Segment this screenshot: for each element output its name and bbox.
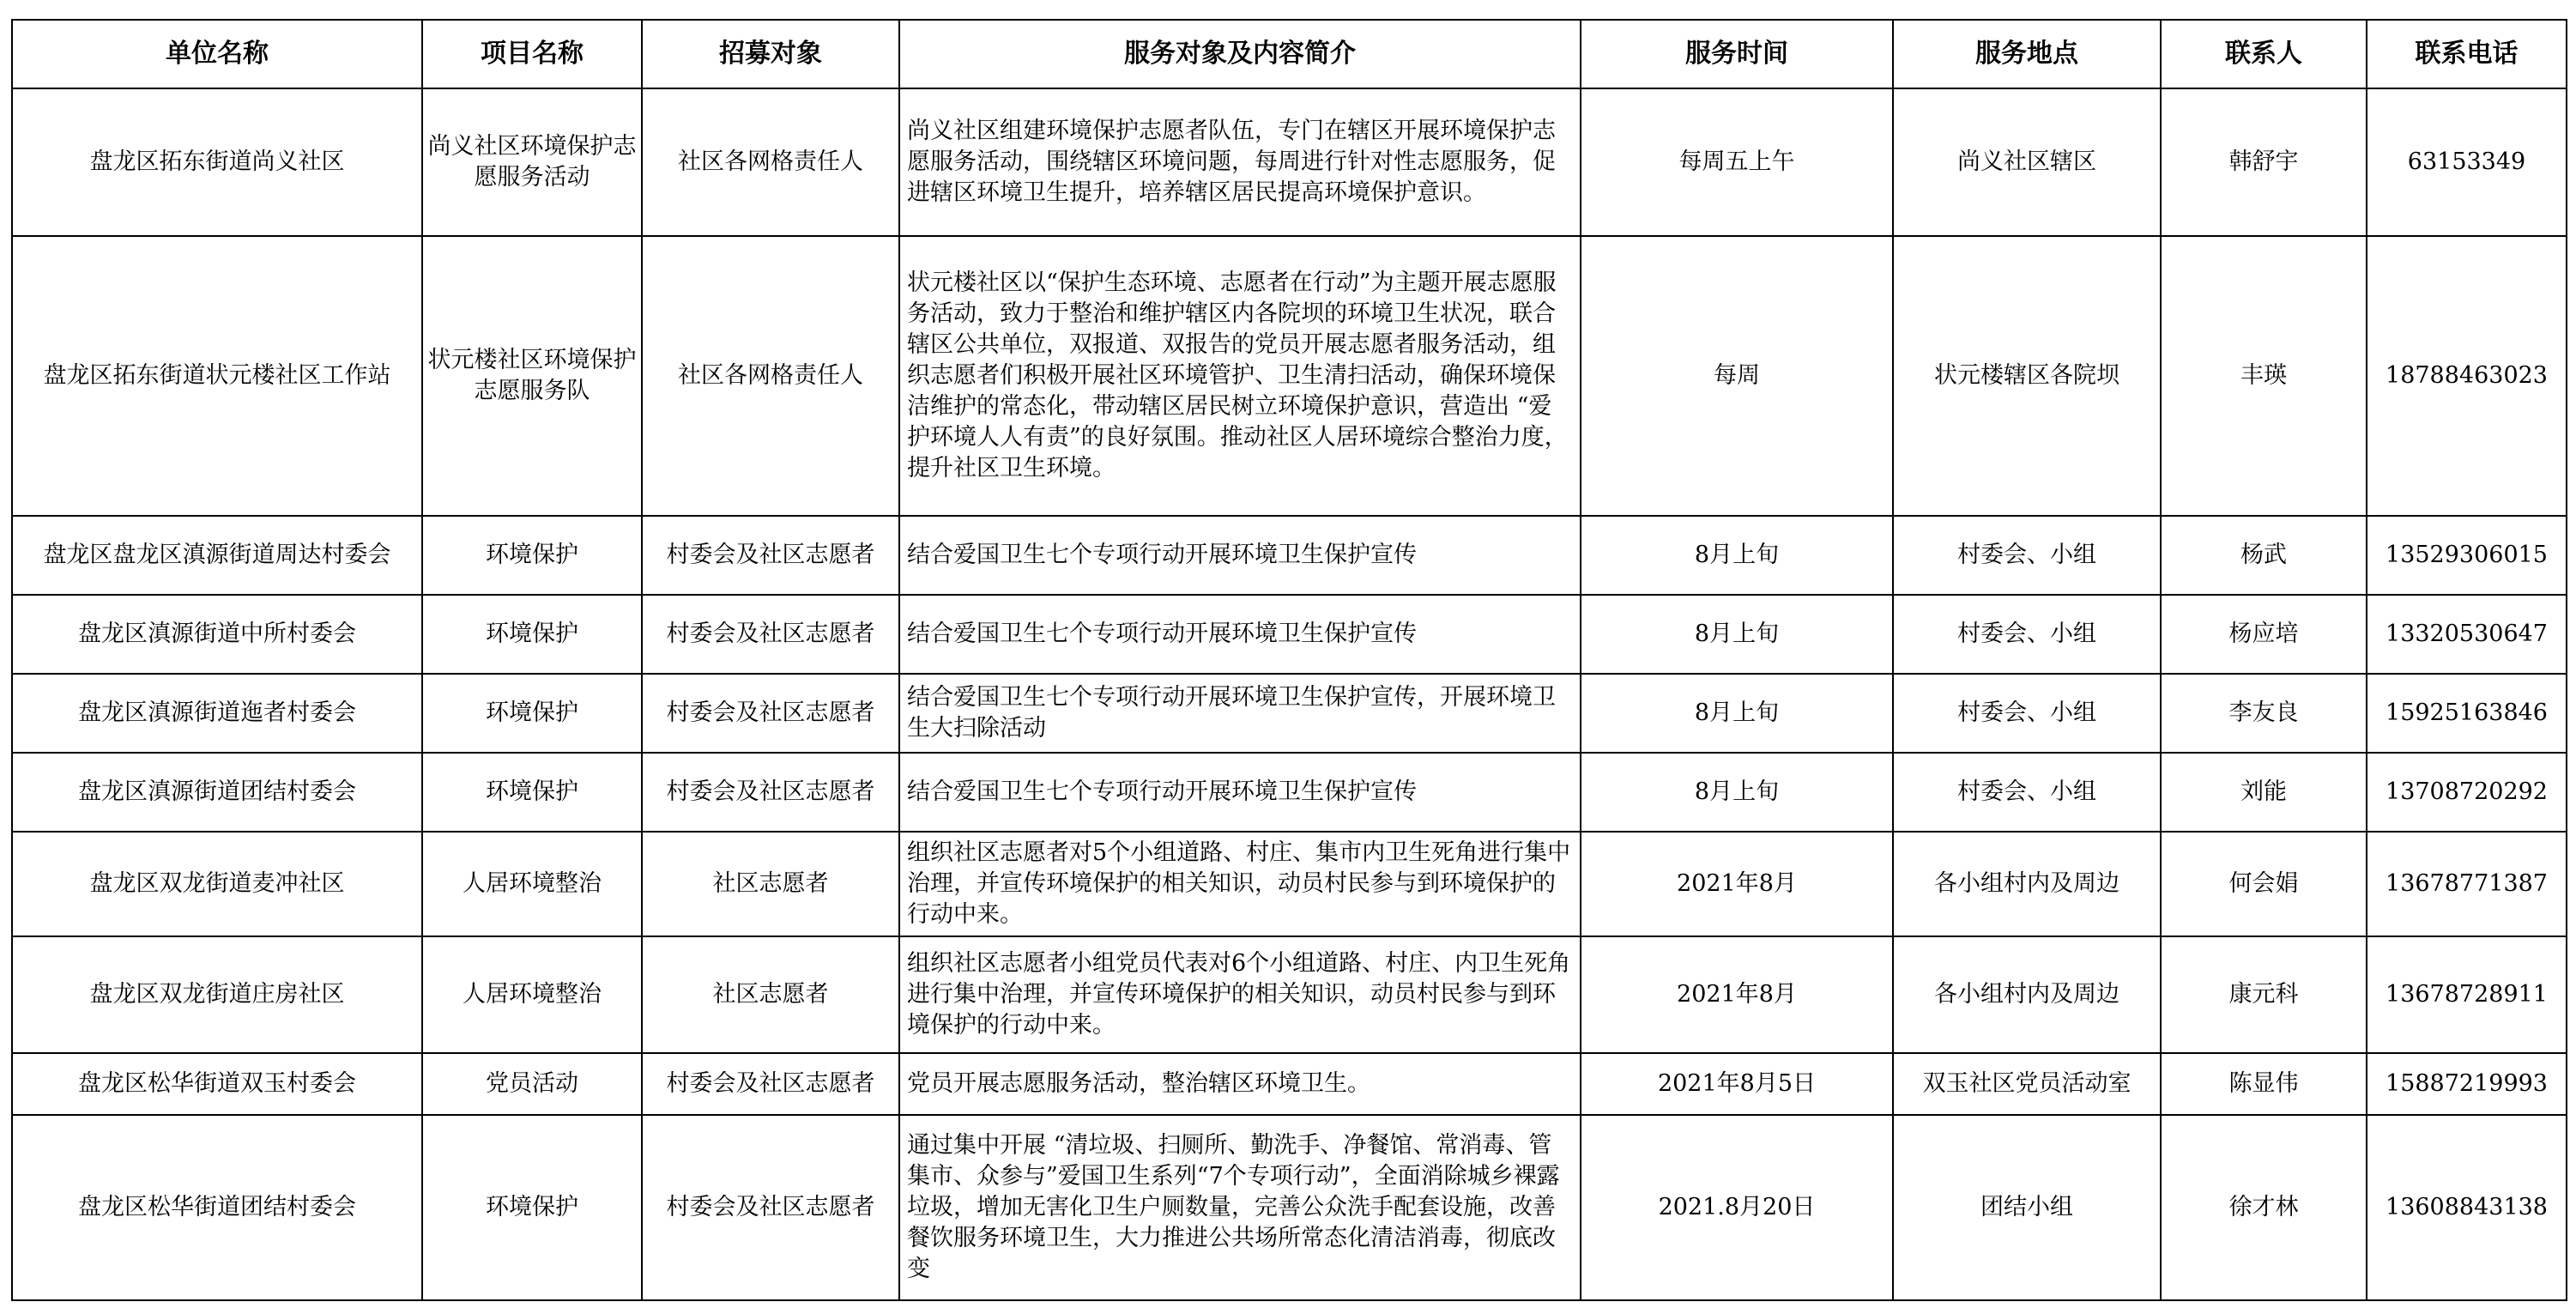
- cell-unit: 盘龙区松华街道团结村委会: [12, 1115, 422, 1300]
- header-contact: 联系人: [2161, 20, 2367, 88]
- cell-description: 结合爱国卫生七个专项行动开展环境卫生保护宣传: [899, 595, 1581, 674]
- cell-description: 尚义社区组建环境保护志愿者队伍，专门在辖区开展环境保护志愿服务活动，围绕辖区环境问题，每周进行针对性志愿服务，促进辖区环境卫生提升，培养辖区居民提高环境保护意识。: [899, 88, 1581, 236]
- cell-place: 团结小组: [1893, 1115, 2161, 1300]
- cell-contact: 丰瑛: [2161, 236, 2367, 516]
- cell-recruit: 社区志愿者: [642, 832, 899, 936]
- cell-place: 尚义社区辖区: [1893, 88, 2161, 236]
- cell-description: 结合爱国卫生七个专项行动开展环境卫生保护宣传: [899, 753, 1581, 832]
- cell-time: 2021年8月: [1581, 832, 1893, 936]
- table-row: [12, 1053, 2567, 1115]
- cell-place: 各小组村内及周边: [1893, 832, 2161, 936]
- table-row: [12, 936, 2567, 1053]
- cell-unit: 盘龙区松华街道双玉村委会: [12, 1053, 422, 1115]
- cell-place: 各小组村内及周边: [1893, 936, 2161, 1053]
- cell-contact: 杨应培: [2161, 595, 2367, 674]
- cell-description: 组织社区志愿者小组党员代表对6个小组道路、村庄、内卫生死角进行集中治理，并宣传环境保护的相关知识，动员村民参与到环境保护的行动中来。: [899, 936, 1581, 1053]
- table-row: [12, 236, 2567, 516]
- cell-place: 村委会、小组: [1893, 674, 2161, 753]
- header-recruit: 招募对象: [642, 20, 899, 88]
- cell-unit: 盘龙区滇源街道迤者村委会: [12, 674, 422, 753]
- cell-phone: 13678771387: [2367, 832, 2567, 936]
- cell-phone: 18788463023: [2367, 236, 2567, 516]
- cell-time: 每周: [1581, 236, 1893, 516]
- cell-phone: 13608843138: [2367, 1115, 2567, 1300]
- cell-recruit: 社区志愿者: [642, 936, 899, 1053]
- cell-phone: 13320530647: [2367, 595, 2567, 674]
- cell-contact: 陈显伟: [2161, 1053, 2367, 1115]
- cell-time: 8月上旬: [1581, 595, 1893, 674]
- cell-description: 党员开展志愿服务活动，整治辖区环境卫生。: [899, 1053, 1581, 1115]
- cell-recruit: 村委会及社区志愿者: [642, 516, 899, 595]
- cell-contact: 康元科: [2161, 936, 2367, 1053]
- cell-recruit: 村委会及社区志愿者: [642, 1053, 899, 1115]
- cell-description: 结合爱国卫生七个专项行动开展环境卫生保护宣传: [899, 516, 1581, 595]
- cell-contact: 杨武: [2161, 516, 2367, 595]
- cell-contact: 徐才林: [2161, 1115, 2367, 1300]
- cell-recruit: 村委会及社区志愿者: [642, 1115, 899, 1300]
- table-row: [12, 516, 2567, 595]
- table-row: [12, 595, 2567, 674]
- cell-recruit: 社区各网格责任人: [642, 88, 899, 236]
- cell-recruit: 村委会及社区志愿者: [642, 595, 899, 674]
- cell-unit: 盘龙区拓东街道状元楼社区工作站: [12, 236, 422, 516]
- cell-project: 尚义社区环境保护志愿服务活动: [422, 88, 642, 236]
- cell-place: 状元楼辖区各院坝: [1893, 236, 2161, 516]
- cell-unit: 盘龙区拓东街道尚义社区: [12, 88, 422, 236]
- header-project: 项目名称: [422, 20, 642, 88]
- cell-project: 人居环境整治: [422, 832, 642, 936]
- cell-project: 党员活动: [422, 1053, 642, 1115]
- cell-time: 8月上旬: [1581, 516, 1893, 595]
- header-unit: 单位名称: [12, 20, 422, 88]
- cell-recruit: 村委会及社区志愿者: [642, 753, 899, 832]
- cell-time: 2021年8月5日: [1581, 1053, 1893, 1115]
- table-row: [12, 753, 2567, 832]
- header-row: [12, 20, 2567, 88]
- cell-project: 环境保护: [422, 595, 642, 674]
- cell-recruit: 村委会及社区志愿者: [642, 674, 899, 753]
- header-phone: 联系电话: [2367, 20, 2567, 88]
- table-row: [12, 832, 2567, 936]
- cell-project: 环境保护: [422, 674, 642, 753]
- table-row: [12, 88, 2567, 236]
- cell-place: 村委会、小组: [1893, 595, 2161, 674]
- cell-description: 结合爱国卫生七个专项行动开展环境卫生保护宣传，开展环境卫生大扫除活动: [899, 674, 1581, 753]
- cell-place: 双玉社区党员活动室: [1893, 1053, 2161, 1115]
- cell-unit: 盘龙区双龙街道庄房社区: [12, 936, 422, 1053]
- cell-unit: 盘龙区双龙街道麦冲社区: [12, 832, 422, 936]
- cell-project: 状元楼社区环境保护志愿服务队: [422, 236, 642, 516]
- cell-phone: 13678728911: [2367, 936, 2567, 1053]
- table-row: [12, 1115, 2567, 1300]
- cell-contact: 韩舒宇: [2161, 88, 2367, 236]
- cell-unit: 盘龙区滇源街道团结村委会: [12, 753, 422, 832]
- cell-contact: 李友良: [2161, 674, 2367, 753]
- cell-place: 村委会、小组: [1893, 516, 2161, 595]
- cell-contact: 何会娟: [2161, 832, 2367, 936]
- cell-contact: 刘能: [2161, 753, 2367, 832]
- cell-unit: 盘龙区滇源街道中所村委会: [12, 595, 422, 674]
- cell-project: 人居环境整治: [422, 936, 642, 1053]
- header-time: 服务时间: [1581, 20, 1893, 88]
- cell-phone: 13529306015: [2367, 516, 2567, 595]
- cell-description: 通过集中开展 “清垃圾、扫厕所、勤洗手、净餐馆、常消毒、管集市、众参与”爱国卫生系列“7个专项行动”，全面消除城乡裸露垃圾，增加无害化卫生户厕数量，完善公众洗手配套设施，改善餐饮服务环境卫生，大力推进公共场所常态化清洁消毒，彻底改变: [899, 1115, 1581, 1300]
- cell-unit: 盘龙区盘龙区滇源街道周达村委会: [12, 516, 422, 595]
- cell-project: 环境保护: [422, 516, 642, 595]
- cell-phone: 13708720292: [2367, 753, 2567, 832]
- cell-time: 8月上旬: [1581, 753, 1893, 832]
- header-description: 服务对象及内容简介: [899, 20, 1581, 88]
- cell-phone: 15925163846: [2367, 674, 2567, 753]
- cell-project: 环境保护: [422, 753, 642, 832]
- cell-time: 2021年8月: [1581, 936, 1893, 1053]
- cell-place: 村委会、小组: [1893, 753, 2161, 832]
- volunteer-project-table: [11, 19, 2567, 1301]
- cell-description: 组织社区志愿者对5个小组道路、村庄、集市内卫生死角进行集中治理，并宣传环境保护的相关知识，动员村民参与到环境保护的行动中来。: [899, 832, 1581, 936]
- cell-time: 8月上旬: [1581, 674, 1893, 753]
- cell-recruit: 社区各网格责任人: [642, 236, 899, 516]
- cell-phone: 63153349: [2367, 88, 2567, 236]
- cell-description: 状元楼社区以“保护生态环境、志愿者在行动”为主题开展志愿服务活动，致力于整治和维护辖区内各院坝的环境卫生状况，联合辖区公共单位，双报道、双报告的党员开展志愿者服务活动，组织志愿者们积极开展社区环境管护、卫生清扫活动，确保环境保洁维护的常态化，带动辖区居民树立环境保护意识，营造出 “爱护环境人人有责”的良好氛围。推动社区人居环境综合整治力度，提升社区卫生环境。: [899, 236, 1581, 516]
- cell-time: 2021.8月20日: [1581, 1115, 1893, 1300]
- cell-phone: 15887219993: [2367, 1053, 2567, 1115]
- header-place: 服务地点: [1893, 20, 2161, 88]
- cell-time: 每周五上午: [1581, 88, 1893, 236]
- cell-project: 环境保护: [422, 1115, 642, 1300]
- table-row: [12, 674, 2567, 753]
